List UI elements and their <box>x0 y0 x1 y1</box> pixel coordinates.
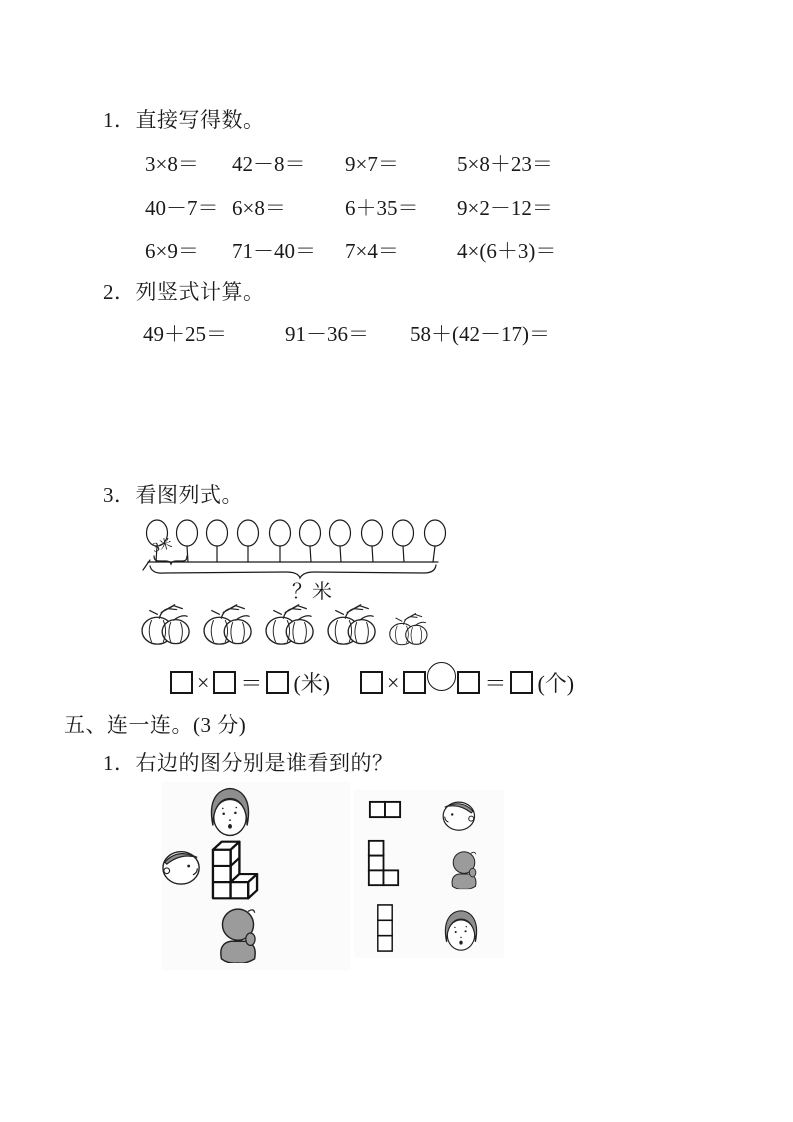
math-problem: 9×2－12＝ <box>457 196 553 220</box>
line-end-tick <box>143 560 150 570</box>
cube-structure-icon <box>210 839 260 901</box>
distance-brace-small <box>154 556 187 564</box>
math-problem: 4×(6＋3)＝ <box>457 239 557 263</box>
equals-sign: ＝ <box>484 671 507 696</box>
blank-box <box>510 671 533 694</box>
math-problem: 6×8＝ <box>232 196 286 220</box>
pumpkin-cluster-icon <box>204 605 251 644</box>
math-problem: 5×8＋23＝ <box>457 152 553 176</box>
balloon-icon <box>425 520 446 562</box>
balloon-icon <box>238 520 259 562</box>
boy-face-icon <box>160 846 204 886</box>
blank-box <box>457 671 480 694</box>
balloon-icon <box>300 520 321 562</box>
math-problem: 71－40＝ <box>232 239 316 263</box>
math-problem: 42－8＝ <box>232 152 306 176</box>
equation-meters <box>170 667 330 698</box>
shape-side-view <box>376 903 394 953</box>
balloon-icon <box>362 520 383 562</box>
equation-count <box>360 667 574 698</box>
blank-box <box>213 671 236 694</box>
pumpkin-cluster-icon <box>142 605 189 644</box>
section1-heading: 1．直接写得数。 <box>103 108 265 132</box>
child-back-icon <box>212 905 264 963</box>
operator-circle <box>427 662 456 691</box>
pumpkin-figure <box>135 598 435 652</box>
balloon-figure <box>140 506 450 606</box>
total-length-label: ？米 <box>292 581 332 603</box>
balloon-icon <box>207 520 228 562</box>
pumpkin-cluster-icon <box>266 605 313 644</box>
child-back-icon <box>446 848 482 890</box>
boy-face-icon <box>439 797 477 832</box>
math-problem: 58＋(42－17)＝ <box>410 322 550 346</box>
times-sign: × <box>387 669 400 695</box>
blank-box <box>403 671 426 694</box>
shape-top-view <box>368 800 402 819</box>
unit-label: (个) <box>537 671 575 696</box>
pumpkin-cluster-icon <box>390 614 427 645</box>
total-length-brace <box>150 565 436 578</box>
math-problem: 6＋35＝ <box>345 196 419 220</box>
section2-heading: 2．列竖式计算。 <box>103 280 265 304</box>
pumpkin-cluster-icon <box>328 605 375 644</box>
math-problem: 49＋25＝ <box>143 322 227 346</box>
math-problem: 7×4＝ <box>345 239 399 263</box>
balloon-distance-label: 3米 <box>150 535 174 555</box>
times-sign: × <box>197 669 210 695</box>
section3-heading: 3．看图列式。 <box>103 483 243 507</box>
shape-front-view <box>367 839 400 887</box>
section5-question1: 1．右边的图分别是谁看到的？ <box>103 751 394 775</box>
math-problem: 6×9＝ <box>145 239 199 263</box>
balloon-icon <box>330 520 351 562</box>
math-problem: 9×7＝ <box>345 152 399 176</box>
girl-face-icon <box>203 784 257 840</box>
section5-heading: 五、连一连。(3 分) <box>64 713 247 737</box>
balloon-icon <box>270 520 291 562</box>
girl-face-icon <box>438 907 484 954</box>
math-problem: 3×8＝ <box>145 152 199 176</box>
equals-sign: ＝ <box>240 671 263 696</box>
math-problem: 40－7＝ <box>145 196 219 220</box>
blank-box <box>360 671 383 694</box>
unit-label: (米) <box>293 671 331 696</box>
math-problem: 91－36＝ <box>285 322 369 346</box>
blank-box <box>266 671 289 694</box>
balloon-icon <box>393 520 414 562</box>
blank-box <box>170 671 193 694</box>
